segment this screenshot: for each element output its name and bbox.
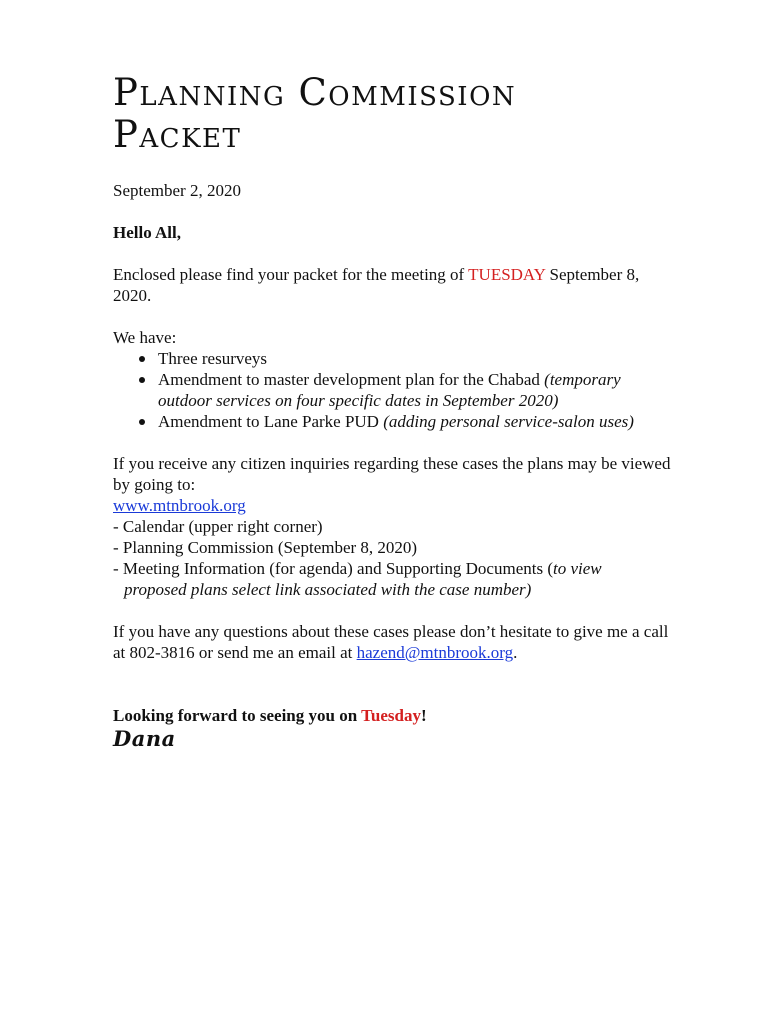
questions-paragraph <box>113 621 673 663</box>
letter-date: September 2, 2020 <box>113 181 241 200</box>
greeting: Hello All, <box>113 223 181 242</box>
meeting-day-highlight: TUESDAY <box>468 265 546 284</box>
step-meeting-note: to view <box>553 559 602 578</box>
list-item-note: (adding personal service-salon uses) <box>383 412 634 431</box>
agenda-list <box>113 348 673 432</box>
step-meeting-note-continued: proposed plans select link associated with the case number) <box>124 580 532 599</box>
email-link[interactable]: hazend@mtnbrook.org <box>356 643 514 662</box>
closing-line <box>113 705 673 726</box>
inquiries-paragraph: If you receive any citizen inquiries regarding these cases the plans may be viewed by going to: <box>113 454 671 494</box>
closing-end: ! <box>420 706 427 725</box>
title-line-1: Planning Commission <box>113 71 517 114</box>
enclosed-text: Enclosed please find your packet for the meeting of <box>113 265 469 284</box>
document-title <box>113 72 673 156</box>
enclosed-paragraph <box>113 264 673 306</box>
we-have-label: We have: <box>113 328 177 347</box>
website-line <box>113 495 673 516</box>
title-line-2: Packet <box>113 113 242 156</box>
list-item-note: (temporary outdoor services on four specific dates in September 2020) <box>158 370 621 410</box>
list-item-text: Amendment to Lane Parke PUD <box>158 412 384 431</box>
list-item <box>158 348 673 369</box>
list-item <box>158 411 673 432</box>
letter-page <box>113 72 673 773</box>
enclosed-date: September 8, 2020. <box>113 265 640 305</box>
questions-text: If you have any questions about these cases please don’t hesitate to give me a call at 802-3816 or send me an email at <box>113 622 669 662</box>
step-meeting-text: - Meeting Information (for agenda) and Supporting Documents ( <box>113 559 553 578</box>
signature: Dana <box>113 726 176 751</box>
step-calendar: - Calendar (upper right corner) <box>113 517 323 536</box>
questions-end: . <box>513 643 518 662</box>
step-meeting-information <box>113 558 673 579</box>
website-link[interactable]: www.mtnbrook.org <box>113 496 246 515</box>
closing-day-highlight: Tuesday <box>361 706 421 725</box>
list-item-text: Three resurveys <box>158 349 268 368</box>
step-planning-commission: - Planning Commission (September 8, 2020) <box>113 538 418 557</box>
list-item <box>158 369 673 411</box>
closing-text: Looking forward to seeing you on <box>113 706 362 725</box>
list-item-text: Amendment to master development plan for the Chabad <box>158 370 545 389</box>
